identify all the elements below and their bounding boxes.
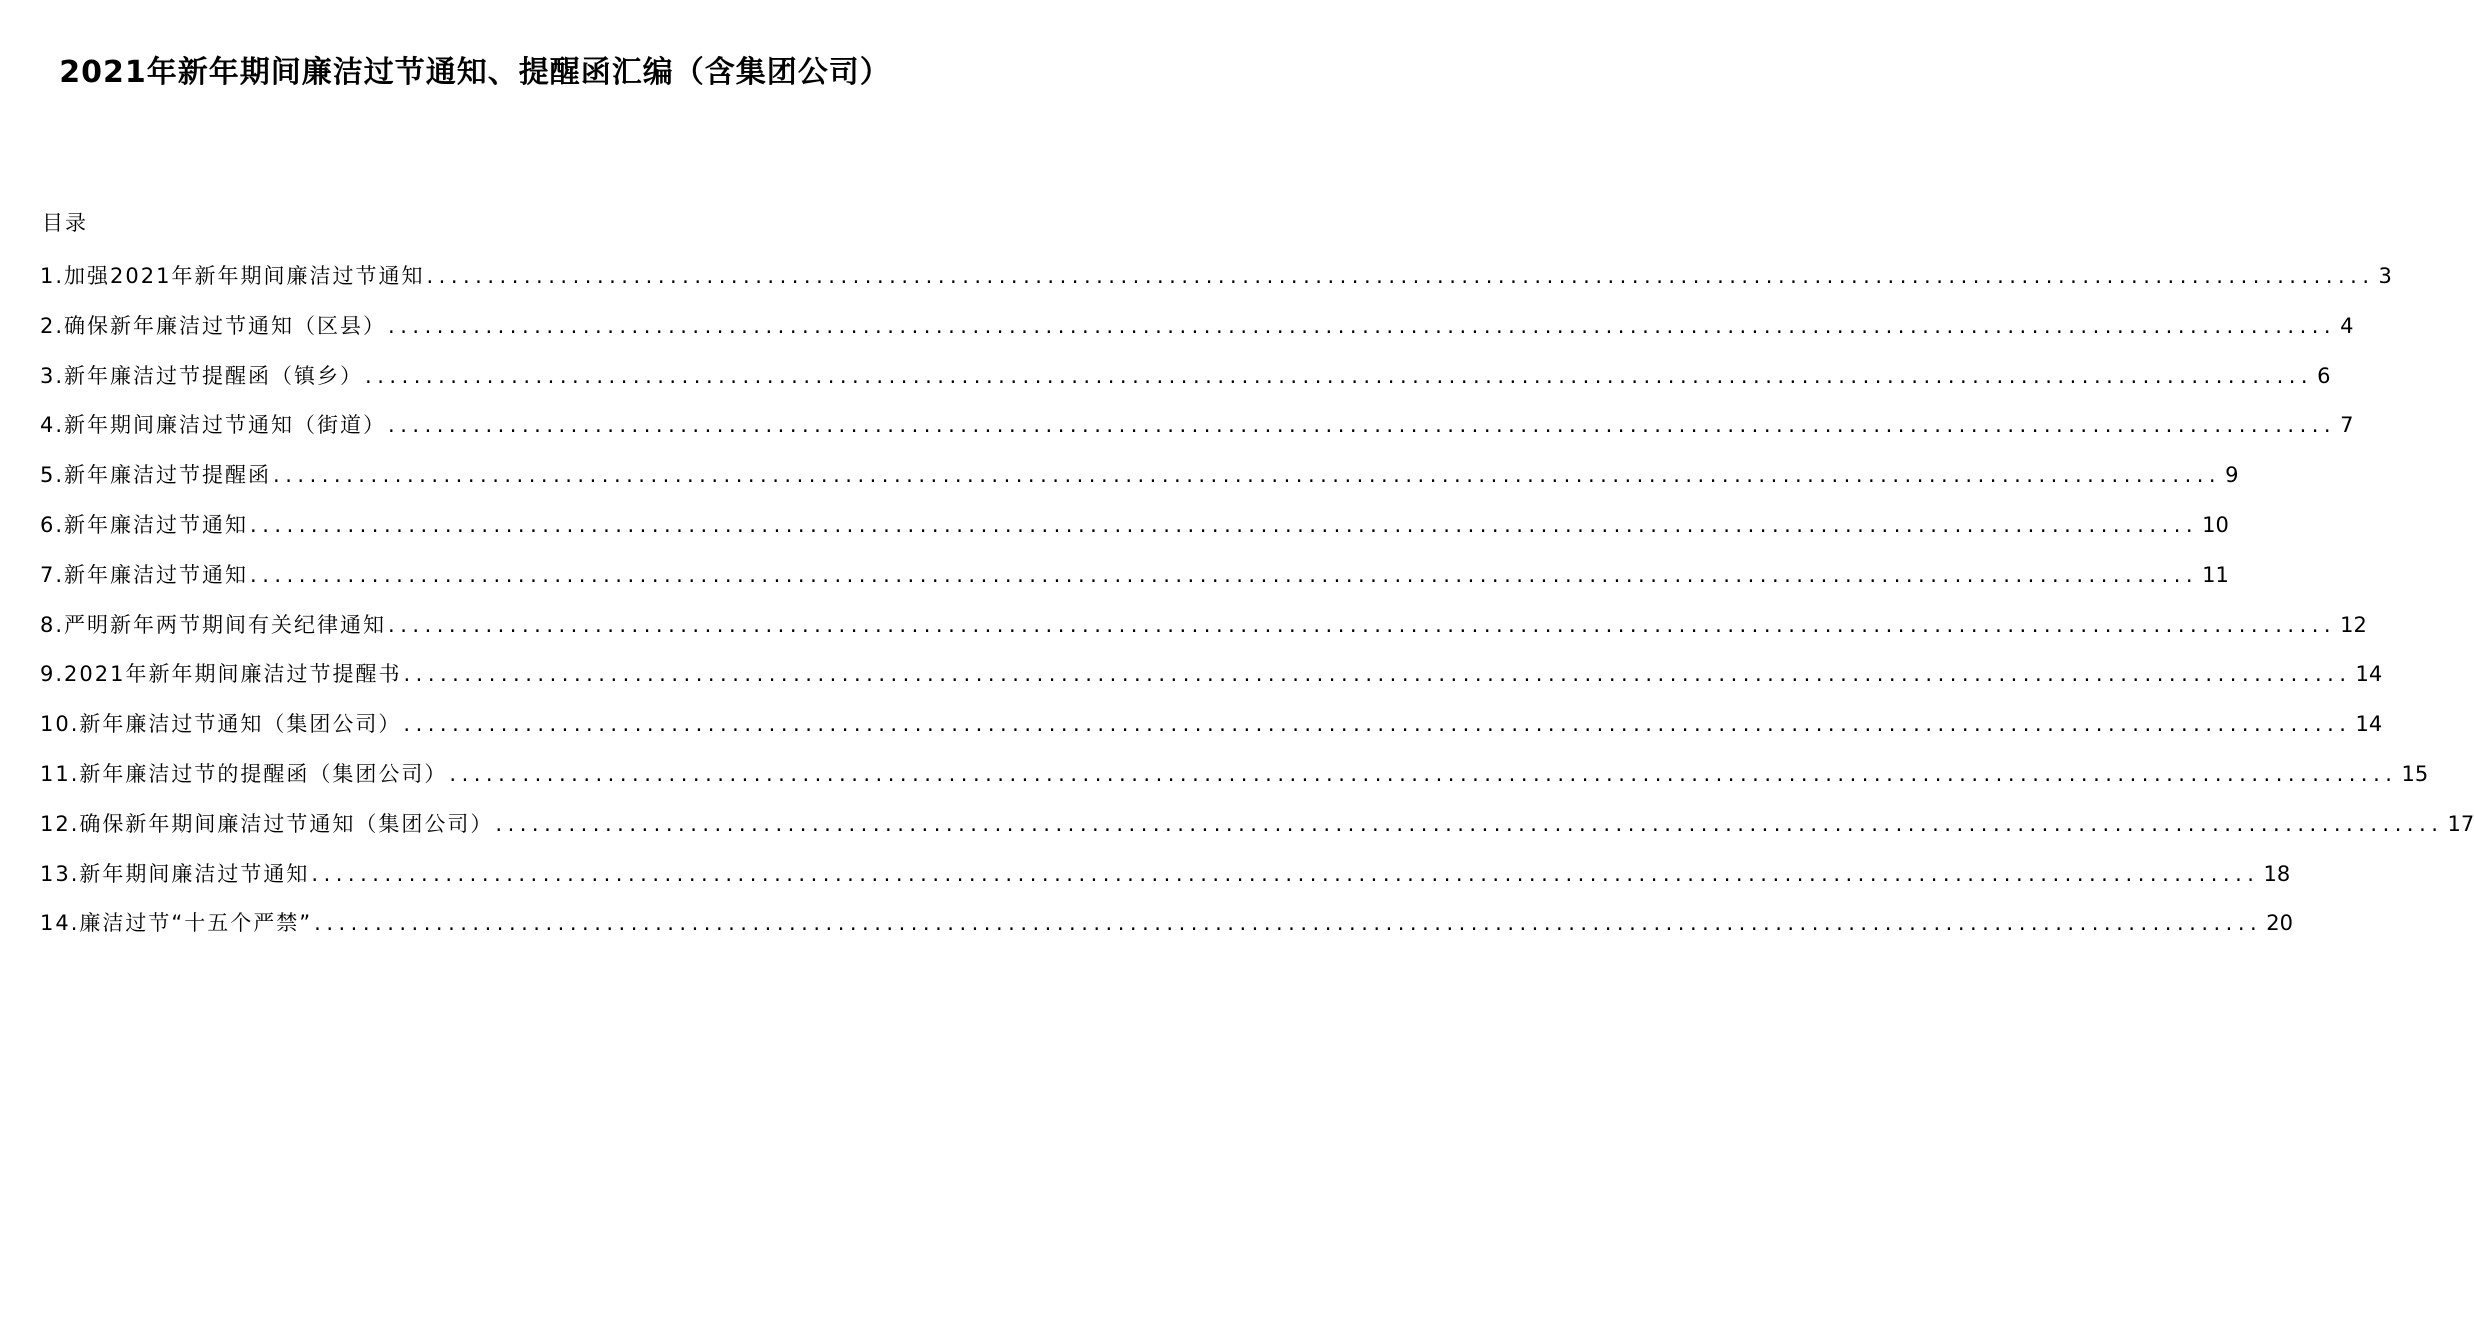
toc-leader-dots: ................................................................................................................................................................ (311, 861, 2260, 886)
toc-entry-label: 4.新年期间廉洁过节通知（街道） (40, 413, 387, 438)
table-of-contents (40, 258, 2474, 955)
toc-entry-page: 14 (2355, 662, 2383, 687)
toc-leader-dots: ................................................................................................................................................................ (449, 761, 2398, 786)
toc-entry-page: 11 (2202, 562, 2229, 587)
toc-entry-page: 17 (2447, 811, 2474, 836)
toc-entry-page: 6 (2317, 363, 2331, 388)
toc-entry[interactable] (40, 457, 2239, 507)
toc-entry[interactable] (40, 756, 2429, 806)
toc-entry[interactable] (40, 806, 2474, 856)
toc-entry-label: 10.新年廉洁过节通知（集团公司） (40, 712, 402, 737)
toc-entry-label: 2.确保新年廉洁过节通知（区县） (40, 313, 387, 338)
toc-entry[interactable] (40, 407, 2354, 457)
toc-leader-dots: ................................................................................................................................................................ (403, 712, 2352, 737)
toc-entry-label: 9.2021年新年期间廉洁过节提醒书 (40, 662, 402, 687)
toc-heading: 目录 (42, 211, 88, 235)
toc-entry[interactable] (40, 656, 2383, 706)
toc-entry-label: 5.新年廉洁过节提醒函 (40, 463, 272, 488)
toc-entry-label: 3.新年廉洁过节提醒函（镇乡） (40, 363, 364, 388)
toc-leader-dots: ................................................................................................................................................................ (403, 662, 2352, 687)
toc-leader-dots: ................................................................................................................................................................ (426, 264, 2375, 288)
toc-entry-label: 6.新年廉洁过节通知 (40, 512, 249, 537)
toc-entry-label: 14.廉洁过节“十五个严禁” (40, 911, 313, 936)
toc-entry-label: 1.加强2021年新年期间廉洁过节通知 (40, 264, 425, 288)
toc-leader-dots: ................................................................................................................................................................ (388, 413, 2337, 438)
toc-entry-page: 3 (2378, 264, 2392, 288)
toc-entry[interactable] (40, 706, 2383, 756)
toc-entry[interactable] (40, 308, 2354, 358)
document-title: 2021年新年期间廉洁过节通知、提醒函汇编（含集团公司） (59, 55, 891, 90)
toc-leader-dots: ................................................................................................................................................................ (388, 612, 2337, 637)
toc-entry[interactable] (40, 258, 2392, 308)
toc-entry[interactable] (40, 557, 2229, 607)
toc-entry-label: 8.严明新年两节期间有关纪律通知 (40, 612, 387, 637)
toc-entry-label: 11.新年廉洁过节的提醒函（集团公司） (40, 761, 448, 786)
toc-entry-page: 12 (2340, 612, 2367, 637)
toc-entry-page: 15 (2401, 761, 2429, 786)
toc-entry[interactable] (40, 358, 2331, 408)
toc-leader-dots: ................................................................................................................................................................ (388, 313, 2337, 338)
toc-entry-label: 12.确保新年期间廉洁过节通知（集团公司） (40, 811, 494, 836)
toc-leader-dots: ................................................................................................................................................................ (314, 911, 2263, 936)
toc-entry-page: 9 (2225, 463, 2239, 488)
toc-entry-page: 18 (2263, 861, 2291, 886)
toc-leader-dots: ................................................................................................................................................................ (365, 363, 2314, 388)
toc-entry-page: 20 (2266, 911, 2293, 936)
toc-entry-page: 7 (2340, 413, 2354, 438)
toc-entry[interactable] (40, 905, 2293, 955)
toc-entry[interactable] (40, 856, 2291, 906)
toc-leader-dots: ................................................................................................................................................................ (273, 463, 2222, 488)
toc-entry-label: 13.新年期间廉洁过节通知 (40, 861, 310, 886)
toc-entry[interactable] (40, 607, 2367, 657)
toc-entry-page: 10 (2202, 512, 2229, 537)
toc-entry-label: 7.新年廉洁过节通知 (40, 562, 249, 587)
toc-entry-page: 4 (2340, 313, 2354, 338)
toc-leader-dots: ................................................................................................................................................................ (250, 562, 2199, 587)
toc-entry-page: 14 (2355, 712, 2383, 737)
toc-leader-dots: ................................................................................................................................................................ (495, 811, 2444, 836)
toc-leader-dots: ................................................................................................................................................................ (250, 512, 2199, 537)
toc-entry[interactable] (40, 507, 2229, 557)
